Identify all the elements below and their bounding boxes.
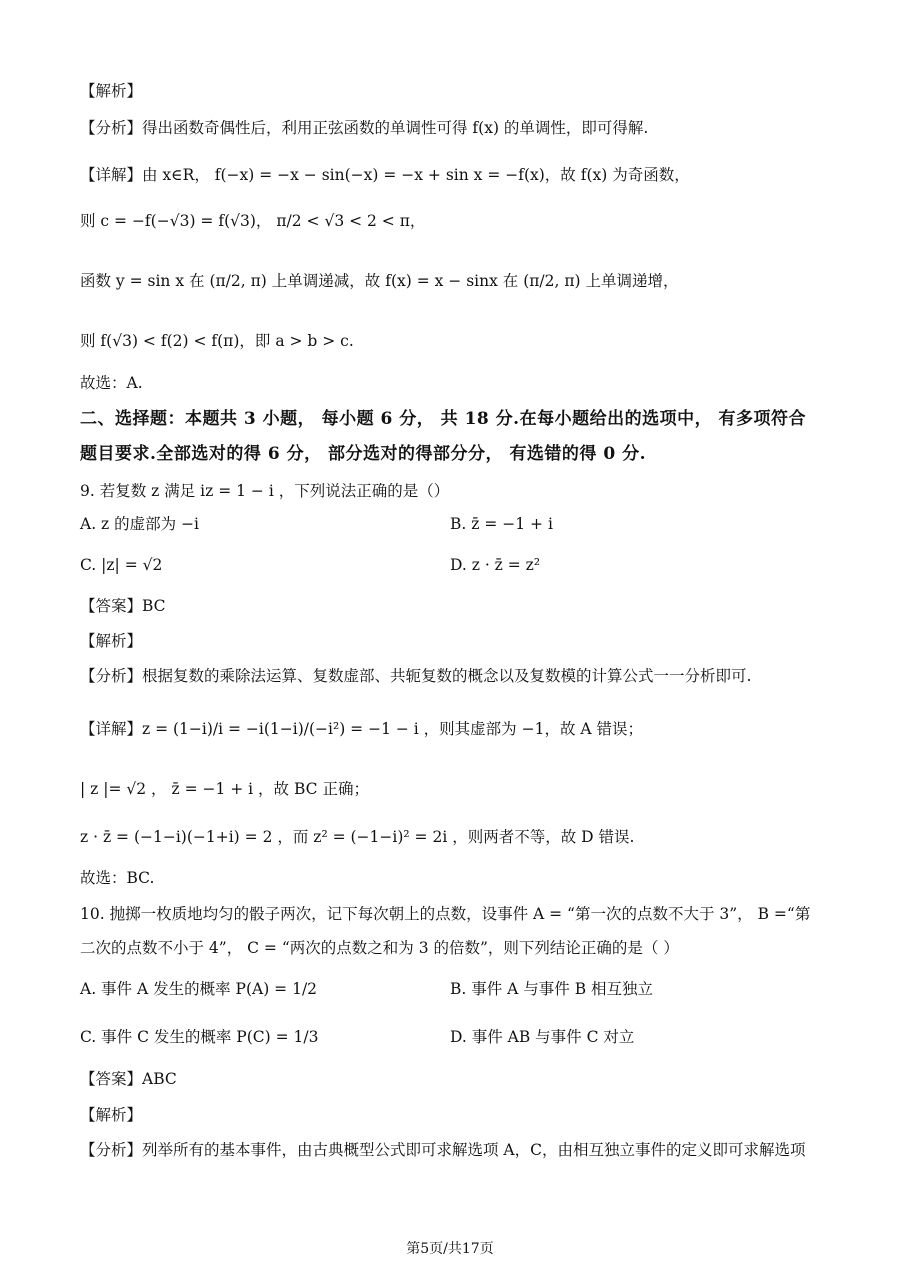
detailed-solution-line: 则 c = −f(−√3) = f(√3)， π/2 < √3 < 2 < π， (80, 212, 426, 230)
option-d: D. z · z̄ = z² (450, 556, 541, 574)
section-heading: 二、选择题：本题共 3 小题， 每小题 6 分， 共 18 分.在每小题给出的选项中， 有多项符合 (80, 409, 806, 429)
detailed-solution-line: 函数 y = sin x 在 (π/2, π) 上单调递减，故 f(x) = x − sinx 在 (π/2, π) 上单调递增， (80, 272, 679, 290)
option-b: B. z̄ = −1 + i (450, 515, 553, 533)
detailed-solution-line: 【详解】由 x∈R， f(−x) = −x − sin(−x) = −x + sin x = −f(x)，故 f(x) 为奇函数， (80, 166, 690, 184)
analysis-summary: 【分析】列举所有的基本事件，由古典概型公式即可求解选项 A，C，由相互独立事件的定义即可求解选项 (80, 1141, 806, 1159)
analysis-heading: 【解析】 (80, 632, 143, 650)
option-d: D. 事件 AB 与事件 C 对立 (450, 1028, 635, 1046)
detailed-solution-line: z · z̄ = (−1−i)(−1+i) = 2 ，而 z² = (−1−i)² = 2i ，则两者不等，故 D 错误. (80, 828, 635, 846)
section-heading: 题目要求.全部选对的得 6 分， 部分选对的得部分分， 有选错的得 0 分. (80, 444, 647, 464)
option-c: C. 事件 C 发生的概率 P(C) = 1/3 (80, 1028, 319, 1046)
question-stem: 10. 抛掷一枚质地均匀的骰子两次，记下每次朝上的点数，设事件 A = “第一次的点数不大于 3”， B =“第 (80, 905, 811, 923)
answer-label: 【答案】ABC (80, 1070, 177, 1088)
answer-choice: 故选：A. (80, 374, 143, 392)
option-a: A. 事件 A 发生的概率 P(A) = 1/2 (80, 980, 318, 998)
option-a: A. z 的虚部为 −i (80, 515, 200, 533)
answer-label: 【答案】BC (80, 597, 166, 615)
analysis-summary: 【分析】得出函数奇偶性后，利用正弦函数的单调性可得 f(x) 的单调性，即可得解. (80, 119, 649, 137)
detailed-solution-line: | z |= √2 ， z̄ = −1 + i ，故 BC 正确； (80, 780, 369, 798)
analysis-heading: 【解析】 (80, 1106, 143, 1124)
detailed-solution-line: 【详解】z = (1−i)/i = −i(1−i)/(−i²) = −1 − i ，则其虚部为 −1，故 A 错误； (80, 720, 643, 738)
analysis-heading: 【解析】 (80, 82, 143, 100)
detailed-solution-line: 则 f(√3) < f(2) < f(π)，即 a > b > c. (80, 332, 354, 350)
option-c: C. |z| = √2 (80, 556, 163, 574)
question-stem: 二次的点数不小于 4”， C = “两次的点数之和为 3 的倍数”，则下列结论正确的是（ ） (80, 939, 679, 957)
analysis-summary: 【分析】根据复数的乘除法运算、复数虚部、共轭复数的概念以及复数模的计算公式一一分析即可. (80, 667, 752, 685)
option-b: B. 事件 A 与事件 B 相互独立 (450, 980, 654, 998)
page-number: 第5页/共17页 (406, 1241, 494, 1257)
answer-choice: 故选：BC. (80, 869, 155, 887)
question-stem: 9. 若复数 z 满足 iz = 1 − i ，下列说法正确的是（） (80, 482, 450, 500)
